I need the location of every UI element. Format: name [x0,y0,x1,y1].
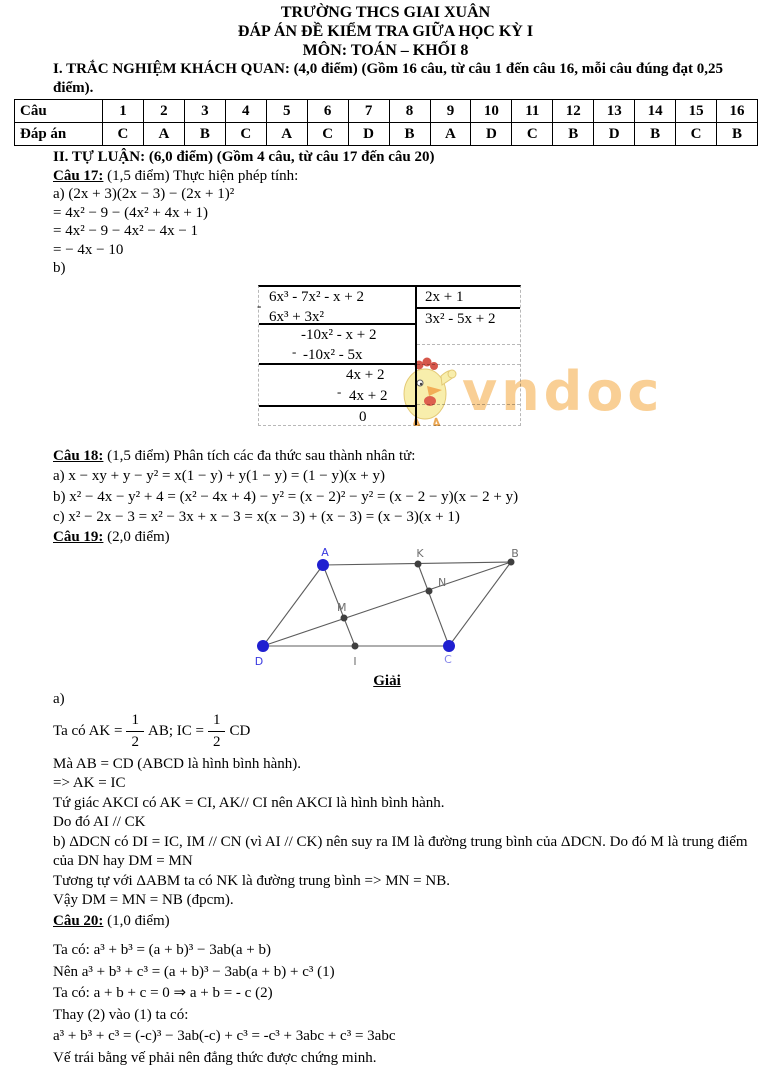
cau19-label: Câu 19: [53,528,104,545]
cau17-step: = 4x² − 9 − 4x² − 4x − 1 [53,223,199,239]
cau19-line: Tương tự với ΔABM ta có NK là đường trung bình => MN = NB. [53,872,450,889]
cau19-heading [53,528,757,547]
cau17-line-b: b) [53,260,66,276]
solution-heading: Giải [373,673,401,689]
question-row-header: Câu [15,100,103,123]
cau17-line-a: a) (2x + 3)(2x − 3) − (2x + 1)² [53,186,235,202]
division-remainder: 0 [359,408,367,425]
denominator: 2 [212,734,221,750]
answer-cell: B [717,123,758,146]
numerator: 1 [126,711,144,732]
fraction-equation-line [53,709,757,755]
quotient-row: 3x² - 5x + 2 [417,309,520,345]
edge-BC [449,562,511,646]
cau19-line: => AK = IC [53,775,126,791]
point-label-K: K [416,548,424,560]
one-half-fraction [208,711,226,752]
section-i-title: I. TRẮC NGHIỆM KHÁCH QUAN: (4,0 điểm) (Gồm 16 câu, từ câu 1 đến câu 16, mỗi câu đúng đạt 0,25 điểm). [53,61,723,96]
cau18-line-c: c) x² − 2x − 3 = x² − 3x + x − 3 = x(x − 3) + (x − 3) = (x − 3)(x + 1) [53,509,460,525]
empty-row [417,365,520,405]
question-number: 9 [430,100,471,123]
cau17-heading [53,167,757,186]
cau18-intro: (1,5 điểm) Phân tích các đa thức sau thành nhân tử: [103,447,416,464]
polynomial-division-table [258,285,521,426]
question-number: 3 [184,100,225,123]
answer-cell: C [676,123,717,146]
vertex-dot-C [443,640,455,652]
subtraction-minus-sign: - [337,383,342,399]
point-dot-N [426,588,433,595]
subtraction-minus-sign: - [292,343,297,359]
question-number: 16 [717,100,758,123]
fraction-line-suffix: CD [229,723,251,739]
division-row: 6x³ + 3x² [259,307,415,325]
fraction-line-prefix: Ta có AK = [53,723,123,739]
vndoc-logo-text: vndoc [462,360,664,423]
vertex-label-D: D [254,655,264,668]
answer-cell: D [471,123,512,146]
answer-row [15,123,758,146]
answer-cell: D [348,123,389,146]
question-number: 5 [266,100,307,123]
edge-AD [263,565,323,646]
question-number: 6 [307,100,348,123]
division-row: 4x + 2 [346,366,385,383]
vertex-label-C: C [444,653,452,666]
question-number: 14 [635,100,676,123]
empty-row [417,405,520,423]
vertex-dot-A [317,559,329,571]
vertex-dot-D [257,640,269,652]
answers-table [14,99,758,146]
question-number: 11 [512,100,553,123]
cau19-line: b) ΔDCN có DI = IC, IM // CN (vì AI // CK) nên suy ra IM là đường trung bình của ΔDCN. Do đó M là trung điểm của DN hay DM = MN [53,833,748,869]
cau19-intro: (2,0 điểm) [103,528,170,545]
cau18-line-a: a) x − xy + y − y² = x(1 − y) + y(1 − y) = (1 − y)(x + y) [53,468,385,484]
point-label-M: M [337,601,347,614]
point-dot-I [352,643,359,650]
answer-cell: D [594,123,635,146]
cau17-step: = − 4x − 10 [53,241,124,258]
question-number: 4 [225,100,266,123]
question-number: 13 [594,100,635,123]
answer-cell: B [635,123,676,146]
subject-line: MÔN: TOÁN – KHỐI 8 [302,42,469,59]
cau20-line: Nên a³ + b³ + c³ = (a + b)³ − 3ab(a + b) + c³ (1) [53,963,335,980]
cau17-step: = 4x² − 9 − (4x² + 4x + 1) [53,204,209,221]
question-number: 10 [471,100,512,123]
question-number: 15 [676,100,717,123]
answer-cell: A [430,123,471,146]
numerator: 1 [208,711,226,732]
question-number: 1 [103,100,144,123]
answer-cell: C [512,123,553,146]
cau20-heading [53,912,757,932]
vertex-label-A: A [321,548,329,559]
cau18-heading [53,446,757,467]
document-header [0,0,771,60]
answer-cell: A [266,123,307,146]
cau20-line: Thay (2) vào (1) ta có: [53,1006,189,1023]
exam-title: ĐÁP ÁN ĐỀ KIỂM TRA GIỮA HỌC KỲ I [237,23,534,40]
point-dot-K [415,561,422,568]
division-row: 6x³ - 7x² - x + 2 [269,288,364,305]
cau19-line: Mà AB = CD (ABCD là hình bình hành). [53,755,302,772]
cau20-line: Vế trái bằng vế phải nên đẳng thức được chứng minh. [53,1049,377,1066]
cau19-line: Do đó AI // CK [53,814,146,830]
cau18-label: Câu 18: [53,447,104,464]
cau19-line: Tứ giác AKCI có AK = CI, AK// CI nên AKCI là hình bình hành. [53,794,445,811]
answer-cell: B [184,123,225,146]
cau19-line: Vậy DM = MN = NB (đpcm). [53,892,234,908]
division-row: -10x² - x + 2 [301,326,377,343]
cau18-line-b: b) x² − 4x − y² + 4 = (x² − 4x + 4) − y² = (x − 2)² − y² = (x − 2 − y)(x − 2 + y) [53,488,519,505]
division-row: 4x + 2 [259,386,415,407]
question-number: 2 [143,100,184,123]
answer-cell: C [225,123,266,146]
cau20-intro: (1,0 điểm) [103,912,170,929]
division-row: -10x² - 5x [259,345,415,365]
school-name: TRƯỜNG THCS GIAI XUÂN [280,4,491,21]
divisor-column [415,287,520,425]
divisor-row: 2x + 1 [417,287,520,309]
cau17-label: Câu 17: [53,167,104,184]
cau20-label: Câu 20: [53,912,104,929]
vertex-label-B: B [511,548,519,560]
answer-cell: B [553,123,594,146]
cau20-line: a³ + b³ + c³ = (-c)³ − 3ab(-c) + c³ = -c³ + 3abc + c³ = 3abc [53,1028,396,1044]
question-number: 12 [553,100,594,123]
point-dot-M [341,615,348,622]
dividend-column [259,287,415,425]
empty-row [417,345,520,365]
cau20-line: Ta có: a³ + b³ = (a + b)³ − 3ab(a + b) [53,942,271,958]
diagonal-DB [263,562,511,646]
cau17-intro: (1,5 điểm) Thực hiện phép tính: [103,167,299,184]
answer-cell: A [143,123,184,146]
point-label-I: I [353,655,357,668]
denominator: 2 [131,734,139,750]
question-number-row [15,100,758,123]
answer-cell: C [103,123,144,146]
answer-cell: B [389,123,430,146]
subtraction-minus-sign: - [257,297,262,313]
cau19-part-a: a) [53,691,65,707]
question-number: 8 [389,100,430,123]
answer-row-header: Đáp án [15,123,103,146]
question-number: 7 [348,100,389,123]
cau20-solution [0,940,771,1069]
section-ii-title: II. TỰ LUẬN: (6,0 điểm) (Gồm 4 câu, từ câu 17 đến câu 20) [53,149,435,165]
parallelogram-figure [237,548,547,670]
point-label-N: N [438,576,447,589]
fraction-line-middle: AB; IC = [147,723,204,739]
one-half-fraction [126,711,144,752]
cau20-line: Ta có: a + b + c = 0 ⇒ a + b = - c (2) [53,985,273,1001]
answer-cell: C [307,123,348,146]
